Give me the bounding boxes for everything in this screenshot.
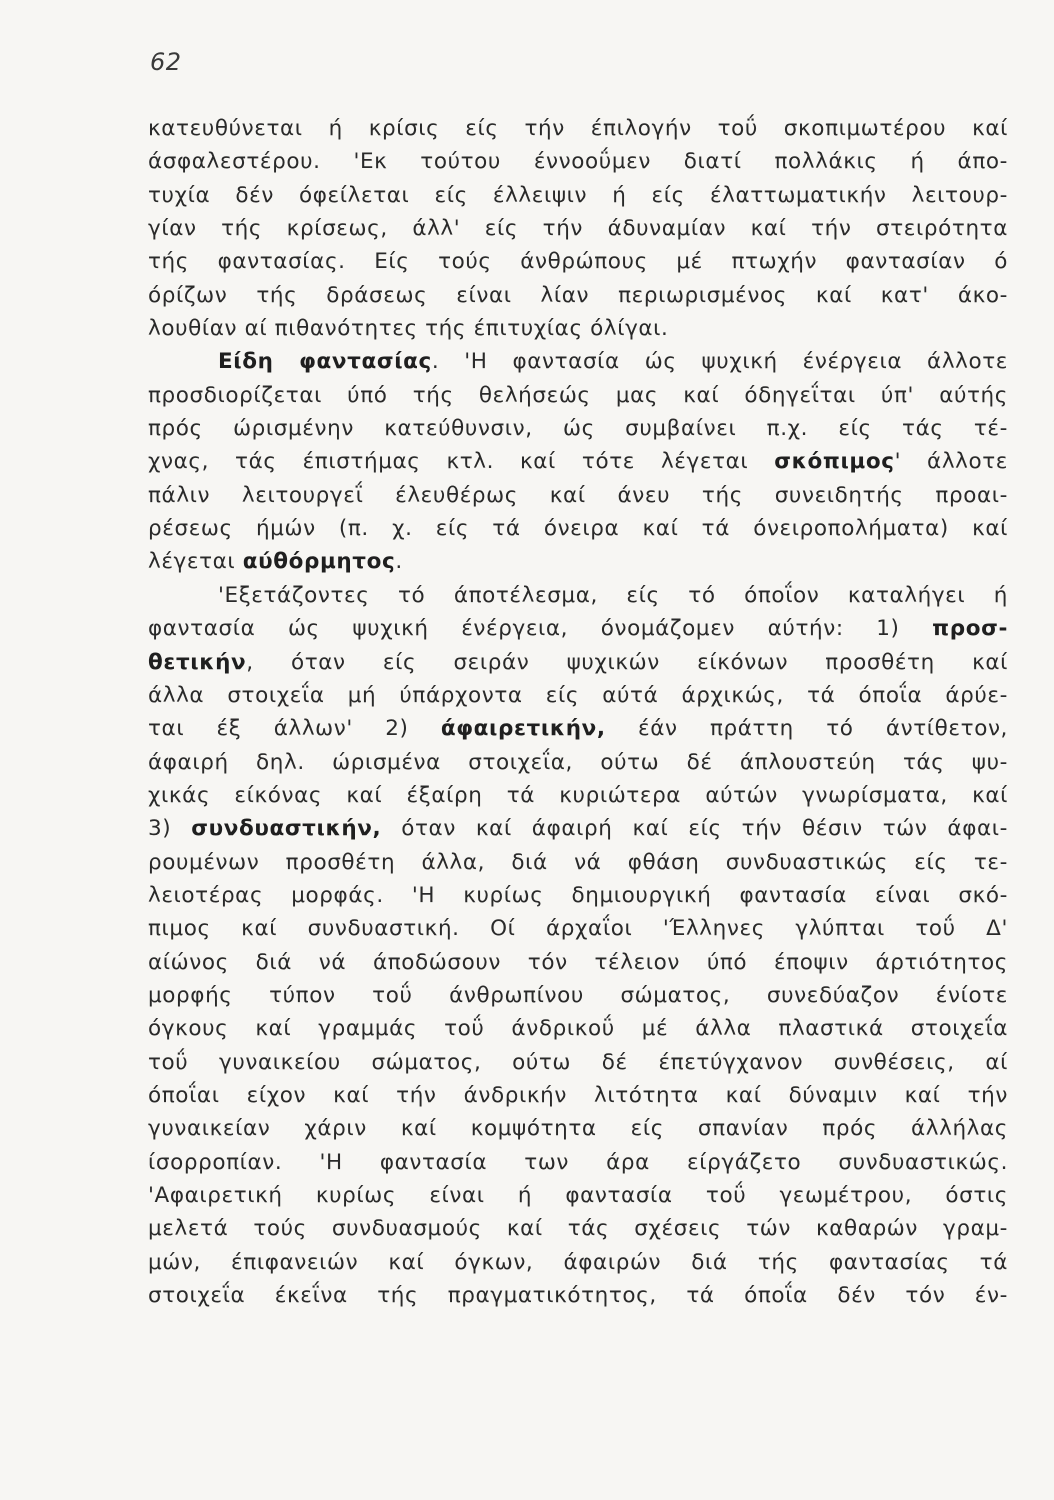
text-run: φαντασία ώς ψυχική ένέργεια, όνομάζομεν αύτήν: 1): [148, 616, 933, 642]
text-line: [148, 846, 1008, 879]
text-run: λέγεται: [148, 549, 243, 575]
text-run: . 'Η φαντασία ώς ψυχική ένέργεια άλλοτε: [431, 349, 1008, 375]
text-line: [148, 179, 1008, 212]
emphasized-term: Είδη φαντασίας: [218, 349, 432, 375]
text-line: [148, 679, 1008, 712]
text-run: κατευθύνεται ή κρίσις είς τήν έπιλογήν τοΰ σκοπιμωτέρου καί: [148, 116, 1008, 141]
page-number: 62: [150, 48, 182, 76]
text-line: [148, 1046, 1008, 1079]
text-line: [148, 145, 1008, 178]
text-line: [148, 279, 1008, 312]
text-run: χνας, τάς έπιστήμας κτλ. καί τότε λέγεται: [148, 449, 775, 475]
text-line: [148, 579, 1008, 612]
text-line: [148, 1079, 1008, 1112]
emphasized-term: σκόπιμος: [774, 449, 895, 475]
text-line: [148, 445, 1008, 478]
text-run: ται έξ άλλων' 2): [148, 716, 441, 742]
text-line: [148, 946, 1008, 979]
text-run: πιμος καί συνδυαστική. Οί άρχαΐοι 'Έλληνες γλύπται τοΰ Δ': [148, 916, 1008, 942]
emphasized-term: αύθόρμητος: [242, 549, 396, 575]
text-line: [148, 512, 1008, 545]
text-run: όποΐαι είχον καί τήν άνδρικήν λιτότητα καί δύναμιν καί τήν: [148, 1082, 1008, 1108]
text-line: [148, 779, 1008, 812]
text-line: [148, 379, 1008, 412]
text-run: μών, έπιφανειών καί όγκων, άφαιρών διά τής φαντασίας τά: [148, 1249, 1008, 1275]
text-run: όρίζων τής δράσεως είναι λίαν περιωρισμένος καί κατ' άκο-: [148, 282, 1008, 308]
text-run: όγκους καί γραμμάς τοΰ άνδρικοΰ μέ άλλα πλαστικά στοιχεΐα: [148, 1016, 1008, 1042]
paragraph: [148, 345, 1008, 578]
text-line: [148, 1246, 1008, 1279]
text-run: ' άλλοτε: [894, 449, 1008, 475]
text-line: [148, 1279, 1008, 1312]
text-line: [148, 1112, 1008, 1145]
text-run: άφαιρή δηλ. ώρισμένα στοιχεΐα, ούτω δέ άπλουστεύη τάς ψυ-: [148, 749, 1008, 775]
text-run: .: [395, 549, 403, 575]
text-run: αίώνος διά νά άποδώσουν τόν τέλειον ύπό έποψιν άρτιότητος: [148, 949, 1008, 975]
text-run: έάν πράττη τό άντίθετον,: [605, 716, 1008, 742]
emphasized-term: συνδυαστικήν,: [191, 816, 382, 842]
text-line: [148, 812, 1008, 845]
text-line: [148, 912, 1008, 945]
text-line: [148, 879, 1008, 912]
text-line: [148, 1012, 1008, 1045]
text-run: πρός ώρισμένην κατεύθυνσιν, ώς συμβαίνει π.χ. είς τάς τέ-: [148, 416, 1008, 442]
text-run: γίαν τής κρίσεως, άλλ' είς τήν άδυναμίαν καί τήν στειρότητα: [148, 216, 1008, 242]
text-run: τοΰ γυναικείου σώματος, ούτω δέ έπετύγχανον συνθέσεις, αί: [148, 1049, 1008, 1075]
text-run: λειοτέρας μορφάς. 'Η κυρίως δημιουργική φαντασία είναι σκό-: [148, 882, 1008, 908]
text-line: [148, 1179, 1008, 1212]
text-run: λουθίαν αί πιθανότητες τής έπιτυχίας όλίγαι.: [148, 316, 669, 342]
paragraph: [148, 579, 1008, 1313]
text-line: [148, 412, 1008, 445]
text-line: [148, 245, 1008, 278]
emphasized-term: άφαιρετικήν,: [440, 716, 606, 742]
text-run: τής φαντασίας. Είς τούς άνθρώπους μέ πτωχήν φαντασίαν ό: [148, 249, 1008, 275]
emphasized-term: θετικήν: [148, 649, 247, 675]
text-line: [148, 646, 1008, 679]
text-run: τυχία δέν όφείλεται είς έλλειψιν ή είς έλαττωματικήν λειτουρ-: [148, 182, 1008, 208]
text-run: προσδιορίζεται ύπό τής θελήσεώς μας καί όδηγεΐται ύπ' αύτής: [148, 382, 1008, 408]
text-line: [148, 479, 1008, 512]
text-line: [148, 312, 1008, 345]
text-run: στοιχεΐα έκεΐνα τής πραγματικότητος, τά όποΐα δέν τόν έν-: [148, 1283, 1008, 1309]
text-line: [148, 545, 1008, 578]
text-line: [148, 979, 1008, 1012]
text-line: [148, 746, 1008, 779]
body-text: [148, 112, 1008, 1312]
text-run: ίσορροπίαν. 'Η φαντασία των άρα είργάζετο συνδυαστικώς.: [148, 1149, 1008, 1175]
text-line: [148, 612, 1008, 645]
text-run: 3): [148, 816, 192, 842]
text-run: , όταν είς σειράν ψυχικών είκόνων προσθέτη καί: [246, 649, 1008, 675]
text-run: γυναικείαν χάριν καί κομψότητα είς σπανίαν πρός άλλήλας: [148, 1116, 1008, 1142]
text-run: άλλα στοιχεΐα μή ύπάρχοντα είς αύτά άρχικώς, τά όποΐα άρύε-: [148, 682, 1008, 708]
text-run: μελετά τούς συνδυασμούς καί τάς σχέσεις τών καθαρών γραμ-: [148, 1216, 1008, 1242]
text-run: 'Εξετάζοντες τό άποτέλεσμα, είς τό όποΐον καταλήγει ή: [218, 582, 1008, 608]
text-line: [148, 212, 1008, 245]
text-run: χικάς είκόνας καί έξαίρη τά κυριώτερα αύτών γνωρίσματα, καί: [148, 782, 1008, 808]
text-run: άσφαλεστέρου. 'Εκ τούτου έννοοΰμεν διατί πολλάκις ή άπο-: [148, 149, 1008, 175]
text-run: μορφής τύπον τοΰ άνθρωπίνου σώματος, συνεδύαζον ένίοτε: [148, 982, 1008, 1008]
text-line: [148, 712, 1008, 745]
paragraph: [148, 112, 1008, 345]
text-line: [148, 1146, 1008, 1179]
text-run: 'Αφαιρετική κυρίως είναι ή φαντασία τοΰ γεωμέτρου, όστις: [148, 1183, 1008, 1208]
text-run: ρουμένων προσθέτη άλλα, διά νά φθάση συνδυαστικώς είς τε-: [148, 849, 1008, 875]
text-run: ρέσεως ήμών (π. χ. είς τά όνειρα καί τά όνειροπολήματα) καί: [148, 516, 1008, 542]
text-line: [148, 112, 1008, 145]
text-line: [148, 1212, 1008, 1245]
text-run: πάλιν λειτουργεΐ έλευθέρως καί άνευ τής συνειδητής προαι-: [148, 482, 1008, 508]
text-run: όταν καί άφαιρή καί είς τήν θέσιν τών άφαι-: [381, 816, 1008, 842]
text-line: [148, 345, 1008, 378]
emphasized-term: προσ-: [932, 616, 1008, 642]
